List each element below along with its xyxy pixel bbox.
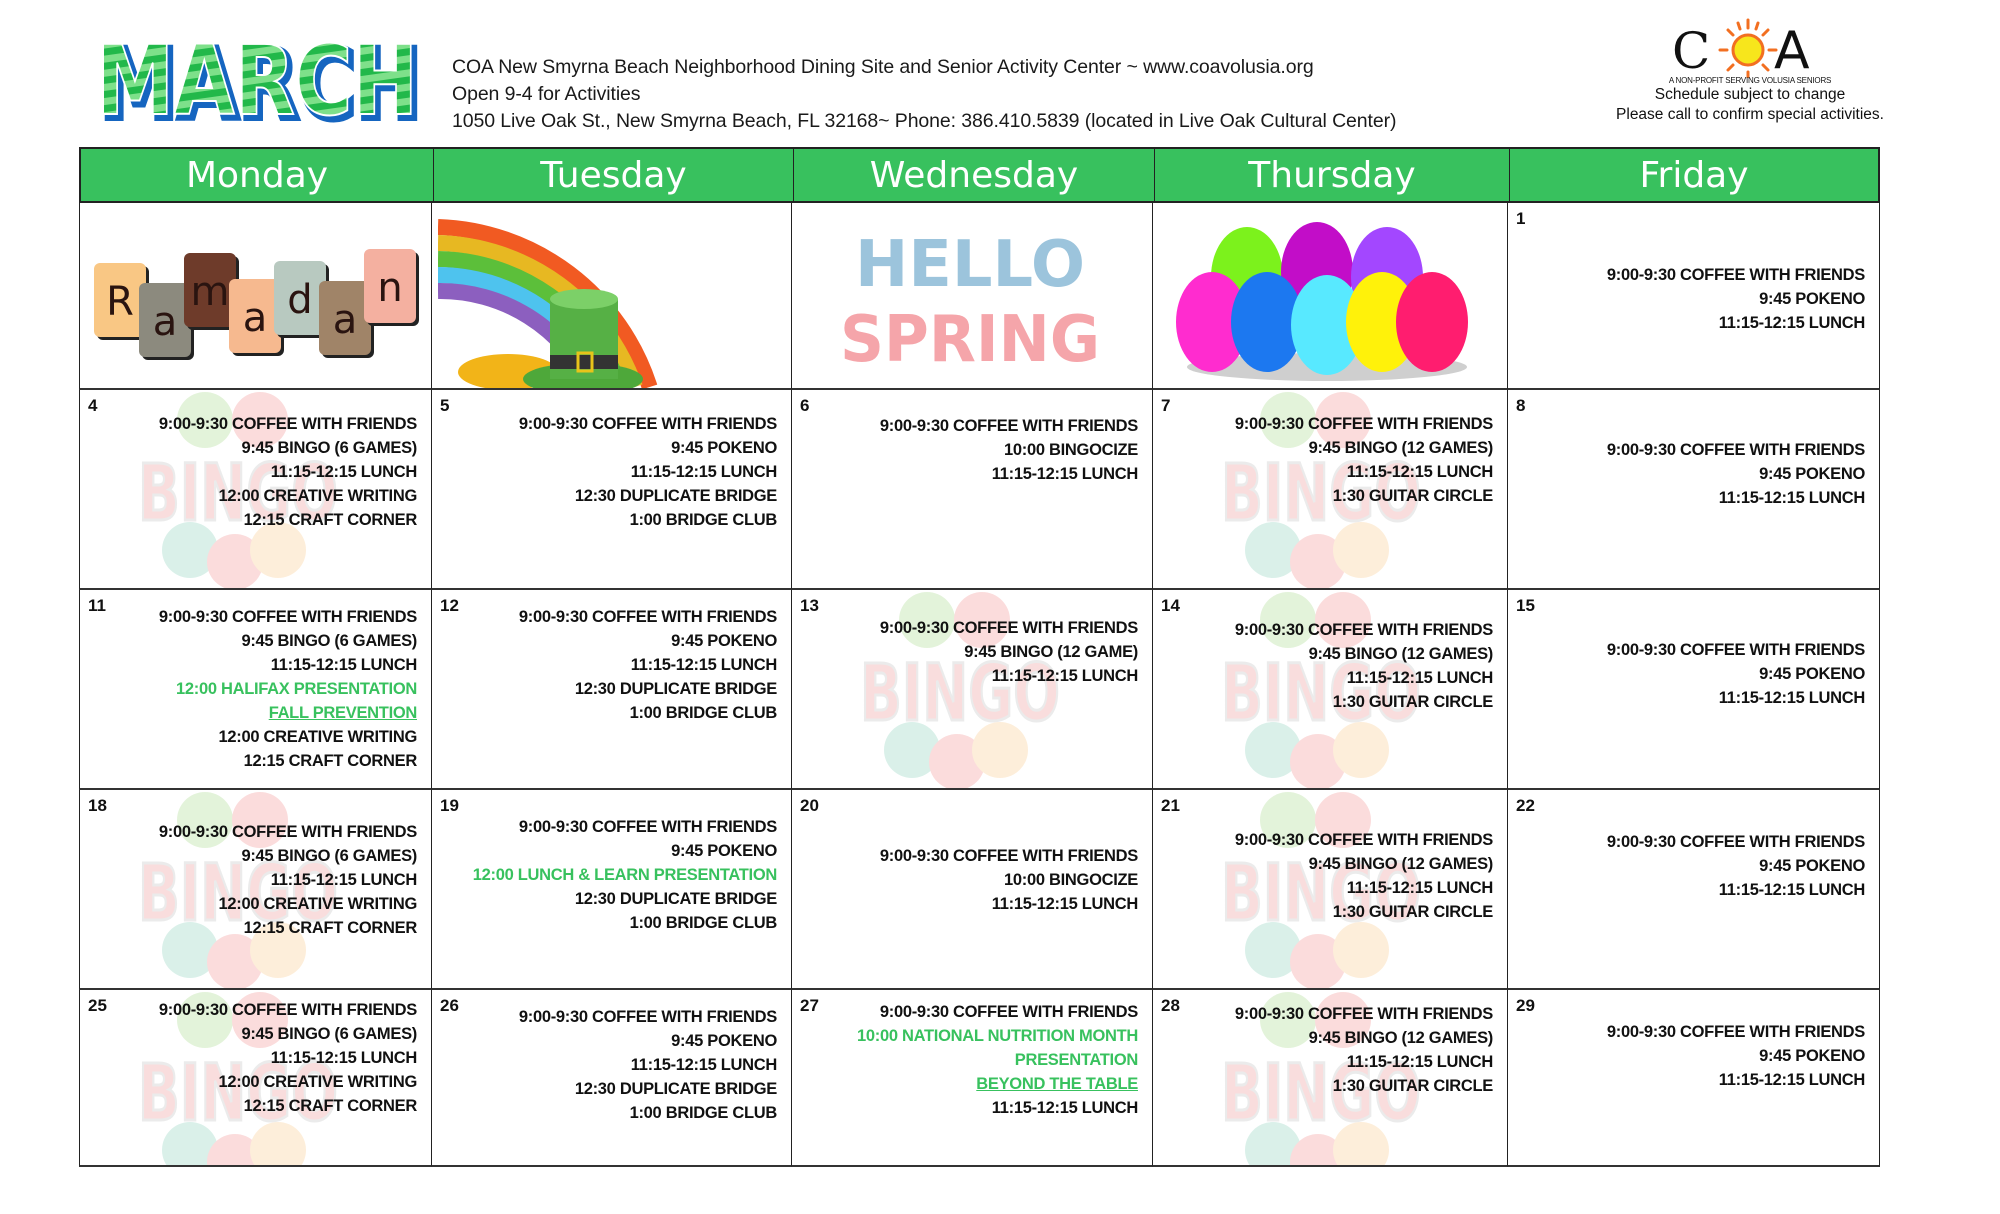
svg-text:BINGO: BINGO: [860, 649, 1060, 739]
event-item: 9:45 POKENO: [1759, 665, 1865, 683]
event-item: 9:00-9:30 COFFEE WITH FRIENDS: [1234, 831, 1493, 849]
event-item: 11:15-12:15 LUNCH: [991, 1099, 1138, 1117]
svg-text:m: m: [190, 269, 230, 315]
event-item: 11:15-12:15 LUNCH: [991, 465, 1138, 483]
day-number: 28: [1161, 996, 1180, 1015]
calendar-day-cell: [432, 790, 792, 990]
day-number: 13: [800, 596, 819, 615]
event-item: 9:00-9:30 COFFEE WITH FRIENDS: [1606, 641, 1865, 659]
event-item: 9:00-9:30 COFFEE WITH FRIENDS: [879, 619, 1138, 637]
event-item: 9:45 POKENO: [671, 439, 777, 457]
event-item: 1:00 BRIDGE CLUB: [629, 704, 777, 722]
svg-text:a: a: [242, 295, 268, 341]
weekday-friday: Friday: [1639, 154, 1749, 196]
event-list: [1235, 412, 1493, 508]
weekday-monday: Monday: [81, 149, 434, 201]
event-item: 9:00-9:30 COFFEE WITH FRIENDS: [879, 1003, 1138, 1021]
event-list: [1607, 263, 1865, 335]
day-number: 20: [800, 796, 819, 815]
event-item: 9:00-9:30 COFFEE WITH FRIENDS: [1606, 441, 1865, 459]
sun-icon: [1720, 20, 1776, 78]
calendar-day-cell: [79, 990, 432, 1167]
calendar-day-cell: [792, 590, 1153, 790]
calendar-day-cell: [1508, 790, 1880, 990]
event-item: 9:00-9:30 COFFEE WITH FRIENDS: [158, 1001, 417, 1019]
day-number: 6: [800, 396, 810, 415]
event-item: 9:45 BINGO (12 GAMES): [1308, 645, 1493, 663]
svg-text:MARCH: MARCH: [100, 29, 422, 132]
event-list: [519, 412, 777, 532]
event-item: 1:00 BRIDGE CLUB: [629, 1104, 777, 1122]
rainbow-leprechaun-hat-art: [438, 207, 698, 390]
event-item: 9:00-9:30 COFFEE WITH FRIENDS: [158, 608, 417, 626]
event-item: 9:45 POKENO: [671, 842, 777, 860]
svg-text:SPRING: SPRING: [840, 303, 1100, 377]
confirm-note: Please call to confirm special activities.: [1616, 106, 1884, 123]
event-item: 9:00-9:30 COFFEE WITH FRIENDS: [1606, 833, 1865, 851]
svg-text:BINGO: BINGO: [1221, 649, 1421, 739]
event-item: 9:00-9:30 COFFEE WITH FRIENDS: [1234, 415, 1493, 433]
event-item: 9:00-9:30 COFFEE WITH FRIENDS: [1234, 621, 1493, 639]
calendar-day-cell: [432, 590, 792, 790]
event-list: [1607, 830, 1865, 902]
event-item: 11:15-12:15 LUNCH: [630, 656, 777, 674]
event-list: [880, 616, 1138, 688]
event-item: 9:00-9:30 COFFEE WITH FRIENDS: [518, 415, 777, 433]
event-list: [1235, 1002, 1493, 1098]
event-item: 11:15-12:15 LUNCH: [1718, 1071, 1865, 1089]
day-number: 21: [1161, 796, 1180, 815]
event-item: 9:00-9:30 COFFEE WITH FRIENDS: [879, 417, 1138, 435]
day-number: 14: [1161, 596, 1180, 615]
event-item: 9:00-9:30 COFFEE WITH FRIENDS: [1606, 266, 1865, 284]
event-list: [880, 414, 1138, 486]
weekday-wednesday: Wednesday: [794, 149, 1155, 201]
svg-text:HELLO: HELLO: [855, 228, 1085, 302]
coa-logo-block: [1560, 12, 1940, 125]
event-list: [159, 412, 417, 532]
center-info: [452, 54, 1396, 135]
weekday-header-row: [79, 147, 1880, 203]
event-item: 9:00-9:30 COFFEE WITH FRIENDS: [879, 847, 1138, 865]
svg-text:a: a: [332, 297, 358, 343]
event-item: 1:30 GUITAR CIRCLE: [1332, 903, 1493, 921]
calendar-day-cell: [1153, 590, 1508, 790]
event-item: 10:00 BINGOCIZE: [1004, 441, 1138, 459]
day-number: 15: [1516, 596, 1535, 615]
calendar-day-cell: [1508, 390, 1880, 590]
day-number: 8: [1516, 396, 1526, 415]
event-item: 9:45 BINGO (6 GAMES): [241, 632, 417, 650]
special-event: BEYOND THE TABLE: [976, 1075, 1138, 1093]
day-number: 22: [1516, 796, 1535, 815]
event-list: [1235, 828, 1493, 924]
day-number: 27: [800, 996, 819, 1015]
calendar-day-cell: [1153, 990, 1508, 1167]
event-item: 9:00-9:30 COFFEE WITH FRIENDS: [1606, 1023, 1865, 1041]
calendar-day-cell: [79, 590, 432, 790]
event-item: 9:45 POKENO: [671, 632, 777, 650]
event-list: [473, 815, 777, 935]
event-item: 9:00-9:30 COFFEE WITH FRIENDS: [518, 608, 777, 626]
special-event: 12:00 LUNCH & LEARN PRESENTATION: [472, 866, 777, 884]
event-item: 12:00 CREATIVE WRITING: [218, 1073, 417, 1091]
svg-text:A: A: [1774, 21, 1810, 78]
special-event: 10:00 NATIONAL NUTRITION MONTH: [857, 1027, 1138, 1045]
event-item: 9:45 POKENO: [1759, 857, 1865, 875]
event-item: 11:15-12:15 LUNCH: [1718, 489, 1865, 507]
event-list: [857, 1000, 1138, 1120]
svg-text:BINGO: BINGO: [1221, 849, 1421, 939]
event-item: 11:15-12:15 LUNCH: [1718, 689, 1865, 707]
event-item: 11:15-12:15 LUNCH: [630, 1056, 777, 1074]
special-event: FALL PREVENTION: [268, 704, 417, 722]
event-item: 9:45 BINGO (6 GAMES): [241, 1025, 417, 1043]
svg-text:a: a: [152, 299, 178, 345]
svg-text:R: R: [106, 279, 134, 325]
event-item: 9:45 POKENO: [671, 1032, 777, 1050]
calendar-day-cell: [1153, 390, 1508, 590]
calendar-day-cell: [1153, 203, 1508, 390]
event-item: 9:45 POKENO: [1759, 1047, 1865, 1065]
event-item: 9:00-9:30 COFFEE WITH FRIENDS: [158, 415, 417, 433]
ramadan-art: [86, 221, 426, 376]
event-list: [159, 820, 417, 940]
calendar-day-cell: [1508, 590, 1880, 790]
svg-text:BINGO: BINGO: [138, 1049, 338, 1139]
event-item: 9:00-9:30 COFFEE WITH FRIENDS: [1234, 1005, 1493, 1023]
svg-text:C: C: [1672, 22, 1711, 78]
event-item: 9:45 POKENO: [1759, 465, 1865, 483]
event-item: 1:30 GUITAR CIRCLE: [1332, 693, 1493, 711]
event-item: 9:45 BINGO (6 GAMES): [241, 439, 417, 457]
event-item: 12:30 DUPLICATE BRIDGE: [574, 487, 777, 505]
calendar-grid: [79, 147, 1880, 1167]
special-event: PRESENTATION: [1014, 1051, 1138, 1069]
svg-text:n: n: [377, 265, 403, 311]
event-list: [159, 998, 417, 1118]
event-item: 11:15-12:15 LUNCH: [1346, 879, 1493, 897]
event-list: [1607, 438, 1865, 510]
event-list: [1607, 638, 1865, 710]
event-item: 12:30 DUPLICATE BRIDGE: [574, 680, 777, 698]
weekday-tuesday: Tuesday: [434, 149, 794, 201]
svg-text:d: d: [287, 277, 313, 323]
day-number: 4: [88, 396, 98, 415]
event-item: 9:45 BINGO (12 GAMES): [1308, 439, 1493, 457]
event-item: 12:30 DUPLICATE BRIDGE: [574, 1080, 777, 1098]
event-item: 12:00 CREATIVE WRITING: [218, 895, 417, 913]
event-item: 1:30 GUITAR CIRCLE: [1332, 1077, 1493, 1095]
event-item: 12:15 CRAFT CORNER: [243, 1097, 417, 1115]
calendar-day-cell: [79, 203, 432, 390]
event-item: 11:15-12:15 LUNCH: [270, 1049, 417, 1067]
event-list: [159, 605, 417, 773]
logo-tagline: A NON-PROFIT SERVING VOLUSIA SENIORS: [1668, 76, 1832, 85]
event-item: 9:45 BINGO (12 GAMES): [1308, 1029, 1493, 1047]
event-item: 11:15-12:15 LUNCH: [1346, 669, 1493, 687]
day-number: 29: [1516, 996, 1535, 1015]
event-list: [519, 1005, 777, 1125]
day-number: 11: [88, 596, 106, 615]
event-item: 1:00 BRIDGE CLUB: [629, 914, 777, 932]
day-number: 7: [1161, 396, 1171, 415]
event-item: 9:00-9:30 COFFEE WITH FRIENDS: [158, 823, 417, 841]
calendar-day-cell: [432, 203, 792, 390]
event-list: [880, 844, 1138, 916]
calendar-day-cell: [1508, 990, 1880, 1167]
special-event: 12:00 HALIFAX PRESENTATION: [176, 680, 417, 698]
event-item: 11:15-12:15 LUNCH: [1346, 1053, 1493, 1071]
event-item: 1:00 BRIDGE CLUB: [629, 511, 777, 529]
day-number: 1: [1516, 209, 1526, 228]
easter-eggs-art: [1167, 207, 1487, 390]
event-list: [1607, 1020, 1865, 1092]
event-item: 10:00 BINGOCIZE: [1004, 871, 1138, 889]
event-item: 1:30 GUITAR CIRCLE: [1332, 487, 1493, 505]
event-item: 12:00 CREATIVE WRITING: [218, 487, 417, 505]
event-item: 12:15 CRAFT CORNER: [243, 919, 417, 937]
day-number: 12: [440, 596, 459, 615]
march-title-art: [92, 22, 432, 132]
event-item: 11:15-12:15 LUNCH: [1346, 463, 1493, 481]
svg-text:BINGO: BINGO: [1221, 449, 1421, 539]
hello-spring-art: [820, 211, 1120, 386]
calendar-day-cell: [79, 790, 432, 990]
calendar-day-cell: [79, 390, 432, 590]
calendar-day-cell: [432, 990, 792, 1167]
event-item: 11:15-12:15 LUNCH: [991, 667, 1138, 685]
hours-line: Open 9-4 for Activities: [452, 83, 641, 105]
event-item: 11:15-12:15 LUNCH: [270, 871, 417, 889]
event-item: 12:00 CREATIVE WRITING: [218, 728, 417, 746]
calendar-day-cell: [792, 203, 1153, 390]
event-item: 12:30 DUPLICATE BRIDGE: [574, 890, 777, 908]
event-item: 9:45 BINGO (6 GAMES): [241, 847, 417, 865]
event-item: 11:15-12:15 LUNCH: [270, 463, 417, 481]
calendar-day-cell: [792, 990, 1153, 1167]
event-item: 11:15-12:15 LUNCH: [991, 895, 1138, 913]
event-list: [1235, 618, 1493, 714]
calendar-day-cell: [1153, 790, 1508, 990]
event-item: 11:15-12:15 LUNCH: [1718, 881, 1865, 899]
address-line: 1050 Live Oak St., New Smyrna Beach, FL 32168~ Phone: 386.410.5839 (located in Live Oak Cultural Center): [452, 110, 1397, 132]
center-name-line: COA New Smyrna Beach Neighborhood Dining Site and Senior Activity Center ~ www.coavolusia.org: [452, 56, 1314, 78]
calendar-day-cell: [1508, 203, 1880, 390]
event-item: 11:15-12:15 LUNCH: [630, 463, 777, 481]
event-item: 9:45 POKENO: [1759, 290, 1865, 308]
svg-text:BINGO: BINGO: [138, 449, 338, 539]
event-item: 9:00-9:30 COFFEE WITH FRIENDS: [518, 1008, 777, 1026]
event-item: 9:45 BINGO (12 GAME): [964, 643, 1138, 661]
event-item: 9:45 BINGO (12 GAMES): [1308, 855, 1493, 873]
schedule-note: Schedule subject to change: [1654, 86, 1846, 103]
event-item: 9:00-9:30 COFFEE WITH FRIENDS: [518, 818, 777, 836]
event-item: 12:15 CRAFT CORNER: [243, 752, 417, 770]
event-item: 12:15 CRAFT CORNER: [243, 511, 417, 529]
calendar-day-cell: [432, 390, 792, 590]
day-number: 26: [440, 996, 459, 1015]
day-number: 5: [440, 396, 450, 415]
svg-text:BINGO: BINGO: [138, 849, 338, 939]
event-item: 11:15-12:15 LUNCH: [270, 656, 417, 674]
calendar-day-cell: [792, 390, 1153, 590]
day-number: 25: [88, 996, 107, 1015]
event-list: [519, 605, 777, 725]
calendar-day-cell: [792, 790, 1153, 990]
weekday-thursday: Thursday: [1155, 149, 1510, 201]
event-item: 11:15-12:15 LUNCH: [1718, 314, 1865, 332]
coa-logo: [1670, 12, 1830, 78]
svg-text:BINGO: BINGO: [1221, 1049, 1421, 1139]
day-number: 19: [440, 796, 459, 815]
day-number: 18: [88, 796, 107, 815]
month-title: MARCH: [96, 25, 418, 132]
